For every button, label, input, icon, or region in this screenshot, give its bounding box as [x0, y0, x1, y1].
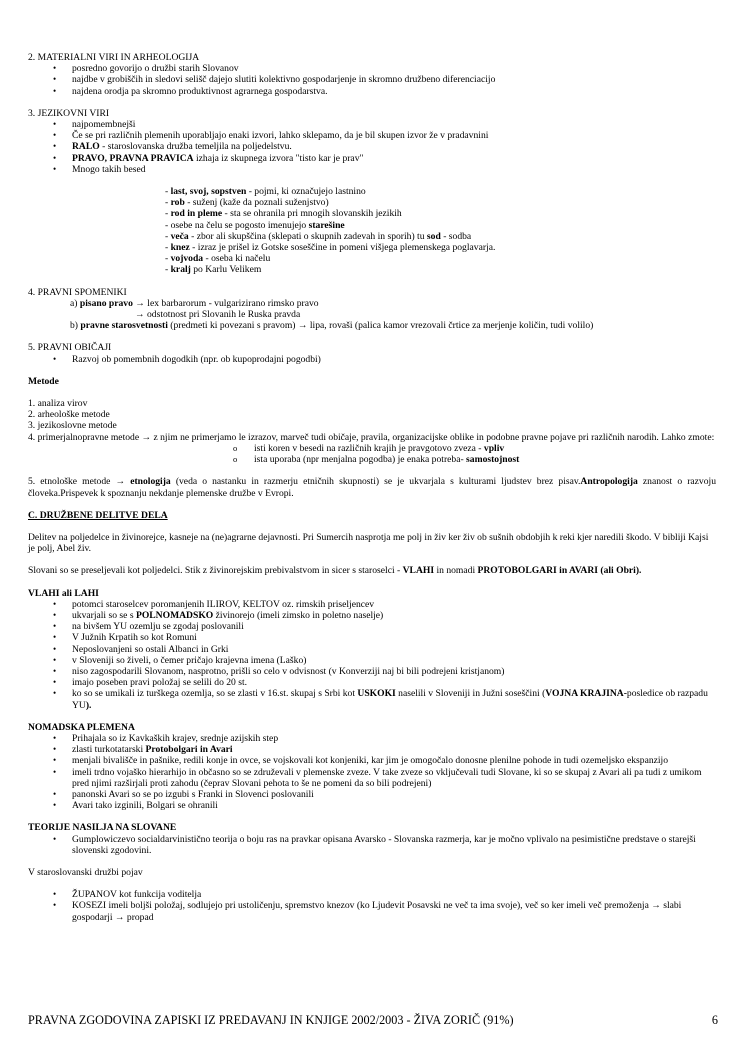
vlahi-list [28, 599, 716, 711]
list-item: • najdena orodja pa skromno produktivnost agrarnega gospodarstva. [28, 86, 716, 97]
list-item: • KOSEZI imeli boljši položaj, sodlujejo pri ustoličenju, spremstvo knezov (ko Ljudevit Posavski ne več ta ima svoje), več so ker imeli več premoženja → slabi gospodarji → propad [28, 900, 716, 922]
section-3-list [28, 119, 716, 175]
theories-title: TEORIJE NASILJA NA SLOVANE [28, 822, 177, 834]
list-item: • ŽUPANOV kot funkcija voditelja [28, 889, 716, 900]
list-item: • imajo poseben pravi položaj se selili do 20 st. [28, 677, 716, 688]
word-list [165, 186, 716, 276]
list-item: • ukvarjali so se s POLNOMADSKO živinorejo (imeli zimsko in poletno naselje) [28, 610, 716, 621]
list-item: • na bivšem YU ozemlju se zgodaj poslovanili [28, 621, 716, 632]
list-item: • v Sloveniji so živeli, o čemer pričajo krajevna imena (Laško) [28, 655, 716, 666]
word-line: - rod in pleme - sta se ohranila pri mnogih slovanskih jezikih [165, 208, 402, 220]
section-2-title: 2. MATERIALNI VIRI IN ARHEOLOGIJA [28, 52, 200, 63]
society-list [28, 889, 716, 923]
list-item: • najpomembnejši [28, 119, 716, 130]
vlahi-title: VLAHI ali LAHI [28, 587, 99, 599]
list-item: • zlasti turkotatarski Protobolgari in Avari [28, 744, 716, 755]
list-item: • Razvoj ob pomembnih dogodkih (npr. ob kupoprodajni pogodbi) [28, 354, 716, 365]
word-line: - knez - izraz je prišel iz Gotske soseščine in pomeni višjega plemenskega poglavarja. [165, 242, 496, 254]
list-item: • imeli trdno vojaško hierarhijo in občasno so se združevali v plemenske zveze. V take zveze so vključevali tudi Slovane, ki so se skupaj z Avari ali pa tudi z umikom pred njimi razširjali proti zahodu (čeprav Slovani pehota to še ne pomeni da so bili podrejeni) [28, 767, 716, 789]
list-item: o ista uporaba (npr menjalna pogodba) je enaka potreba- samostojnost [228, 454, 716, 465]
word-line: - veča - zbor ali skupščina (sklepati o skupnih zadevah in sporih) tu sod - sodba [165, 230, 472, 242]
method-4-sublist [228, 443, 716, 465]
section-3-title: 3. JEZIKOVNI VIRI [28, 107, 110, 119]
list-item: • najdbe v grobiščih in sledovi selišč dajejo slutiti kolektivno gospodarjenje in skromno družbeno diferenciacijo [28, 74, 716, 85]
nomad-title: NOMADSKA PLEMENA [28, 721, 135, 733]
word-line: - rob - suženj (kaže da poznali suženjstvo) [165, 197, 329, 209]
list-item: • Neposlovanjeni so ostali Albanci in Grki [28, 644, 716, 655]
list-item: • menjali bivališče in pašnike, redili konje in ovce, se vojskovali kot konjeniki, kar jim je omogočalo donosne plenilne pohode in tudi ozemeljsko ekspanzijo [28, 755, 716, 766]
item-a: a) pisano pravo → lex barbarorum - vulgarizirano rimsko pravo [70, 297, 319, 309]
theories-list [28, 834, 716, 856]
method-4: 4. primerjalnopravne metode → z njim ne primerjamo le izrazov, marveč tudi običaje, pravila, organizacijske oblike in podobne pravne pojave pri različnih narodih. Lahko zmote: [28, 431, 715, 443]
list-item: • Če se pri različnih plemenih uporabljajo enaki izvori, lahko sklepamo, da je bil skupen izvor že v pradavnini [28, 130, 716, 141]
paragraph: Slovani so se preseljevali kot poljedelci. Stik z živinorejskim prebivalstvom in sicer s staroselci - VLAHI in nomadi PROTOBOLGARI in AVARI (ali Obri). [28, 565, 642, 577]
section-5-title: 5. PRAVNI OBIČAJI [28, 342, 112, 354]
method-5: 5. etnološke metode → etnologija (veda o nastanku in razmerju etničnih skupnosti) se je ukvarjala s kulturami ljudstev brez pisav.Antropologija znanost o razvoju človeka.Prispevek k spoznanju nekdanje plemenske družbe v Evropi. [28, 476, 716, 499]
word-line: - vojvoda - oseba ki načelu [165, 253, 271, 265]
list-item: • V Južnih Krpatih so kot Romuni [28, 632, 716, 643]
item-a-continued: → odstotnost pri Slovanih le Ruska pravda [135, 309, 301, 321]
term-pravo: PRAVO, PRAVNA PRAVICA [72, 152, 194, 164]
word-line: - last, svoj, sopstven - pojmi, ki označujejo lastnino [165, 186, 366, 198]
list-item: • ko so se umikali iz turškega ozemlja, so se zlasti v 16.st. skupaj s Srbi kot USKOKI naselili v Sloveniji in Južni soseščini (VOJNA KRAJINA-posledice ob razpadu YU). [28, 688, 716, 710]
document-page [28, 52, 716, 923]
list-item: • Avari tako izginili, Bolgari se ohranili [28, 800, 716, 811]
methods-title: Metode [28, 375, 59, 387]
paragraph: V staroslovanski družbi pojav [28, 866, 143, 878]
list-item: • Gumplowiczevo socialdarvinistično teorija o boju ras na pravkar opisana Avarsko - Slovanska razmerja, kar je močno vplivalo na pesimistične predstave o starejši slovenski zgodovini. [28, 834, 716, 856]
term-ralo: RALO [72, 141, 100, 153]
section-2-list [28, 63, 716, 97]
method-1: 1. analiza virov [28, 398, 88, 410]
list-item: • Mnogo takih besed [28, 164, 716, 175]
page-number: 6 [711, 1013, 718, 1027]
word-line: - osebe na čelu se pogosto imenujejo starešine [165, 219, 345, 231]
list-item: • potomci staroselcev poromanjenih ILIROV, KELTOV oz. rimskih priseljencev [28, 599, 716, 610]
item-b: b) pravne starosvetnosti (predmeti ki povezani s pravom) → lipa, rovaši (palica kamor vrezovali črtice za merjenje količin, tudi volilo) [70, 320, 594, 332]
method-2: 2. arheološke metode [28, 409, 110, 421]
paragraph: Delitev na poljedelce in živinorejce, kasneje na (ne)agrarne dejavnosti. Pri Sumercih nasprotja me polj in živ ker živ ob sušnih obdobjih k reki kjer naredili škodo. V bibliji Kajsi je polj, Abel živ. [28, 531, 709, 555]
list-item: • PRAVO, PRAVNA PRAVICA izhaja iz skupnega izvora "tisto kar je prav" [28, 153, 716, 164]
list-item: • posredno govorijo o družbi starih Slovanov [28, 63, 716, 74]
word-line: - kralj po Karlu Velikem [165, 264, 262, 276]
page-footer [28, 1013, 718, 1027]
footer-text: PRAVNA ZGODOVINA ZAPISKI IZ PREDAVANJ IN KNJIGE 2002/2003 - ŽIVA ZORIČ (91%) [28, 1013, 514, 1027]
list-item: • Prihajala so iz Kavkaških krajev, srednje azijskih step [28, 733, 716, 744]
section-4-title: 4. PRAVNI SPOMENIKI [28, 286, 127, 298]
section-5-list [28, 354, 716, 365]
method-3: 3. jezikoslovne metode [28, 420, 117, 432]
list-item: • niso zagospodarili Slovanom, nasprotno, prišli so celo v odvisnost (v Konverziji naj bi bili podrejeni kristjanom) [28, 666, 716, 677]
list-item: • panonski Avari so se po izgubi s Franki in Slovenci poslovanili [28, 789, 716, 800]
list-item: o isti koren v besedi na različnih krajih je pravgotovo zveza - vpliv [228, 443, 716, 454]
nomad-list [28, 733, 716, 811]
section-c-title: C. DRUŽBENE DELITVE DELA [28, 509, 168, 521]
list-item: • RALO - staroslovanska družba temeljila na poljedelstvu. [28, 141, 716, 152]
